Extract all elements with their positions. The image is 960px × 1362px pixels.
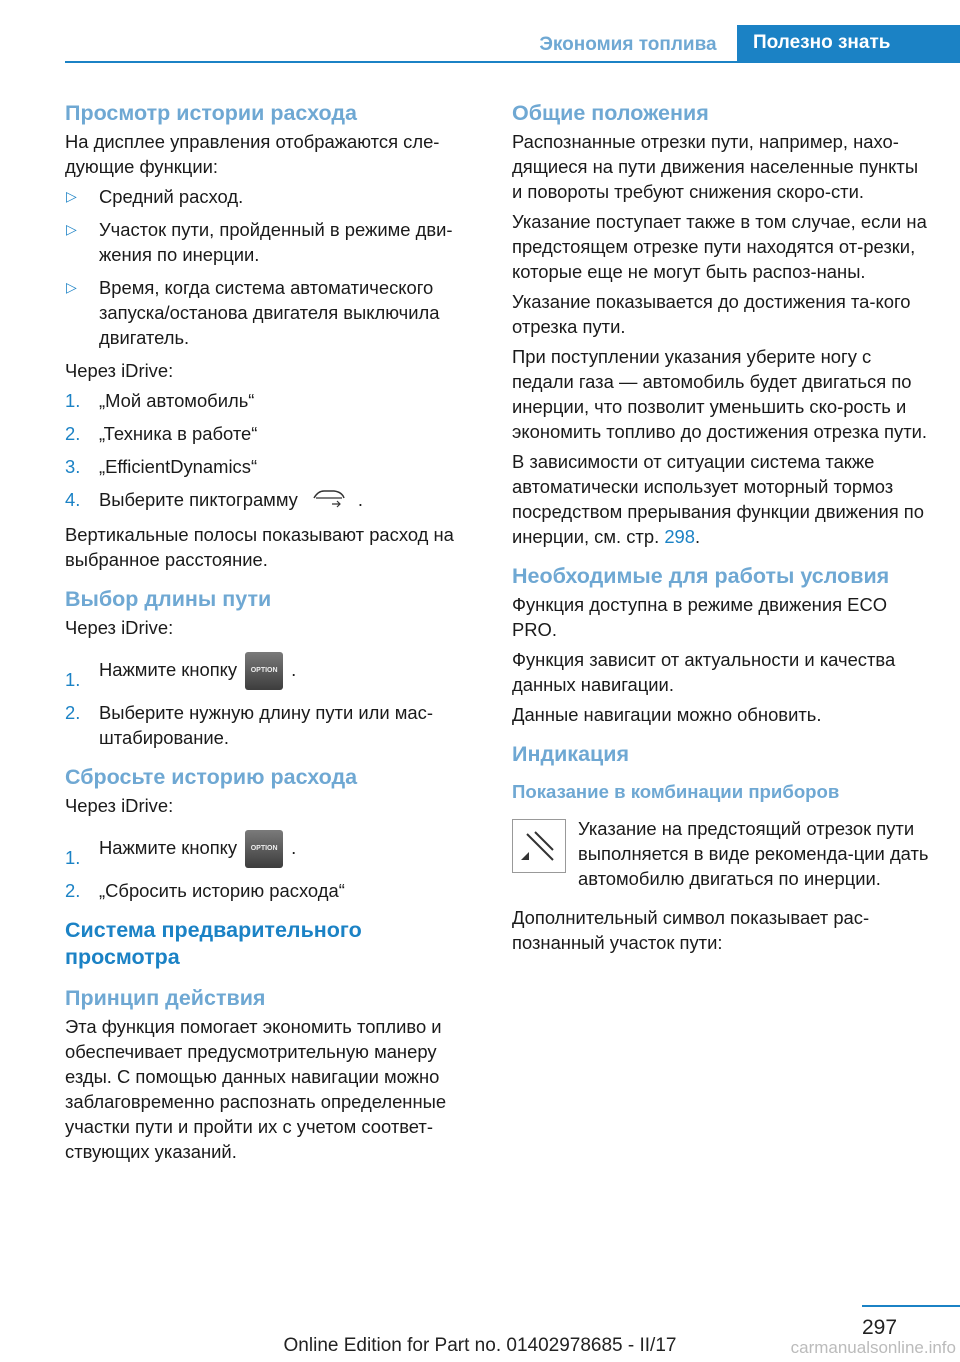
heading-cluster: Показание в комбинации приборов [512, 781, 840, 802]
via-idrive-label: Через iDrive: [65, 617, 174, 639]
footer-rule [862, 1305, 960, 1307]
indication-block [512, 816, 932, 891]
via-idrive-label: Через iDrive: [65, 360, 174, 381]
coasting-hint-icon [512, 819, 566, 873]
paragraph-principle: Эта функция помогает экономить топливо и обеспечивает предусмотрительную манеру езды. С помощью данных навигации можно заблаговременно распознать определенные участки пути и пройти их с учетом соответ‐ствующих указаний. [65, 1016, 447, 1163]
heading-indication: Индикация [512, 742, 630, 766]
section-tab: Экономия топлива [539, 34, 717, 55]
triangle-bullet-icon: ▷ [66, 279, 77, 295]
heading-general: Общие положения [512, 101, 709, 125]
left-column [65, 100, 477, 1169]
option-button-icon: OPTION [245, 830, 283, 868]
page-number: 297 [862, 1316, 898, 1339]
length-steps-list [65, 648, 477, 750]
bullet-list [65, 184, 477, 350]
paragraph-bars: Вертикальные полосы показывают расход на выбранное расстояние. [65, 524, 454, 571]
paragraph-general-5: В зависимости от ситуации система также автоматически использует моторный тормоз посредством прерывания функции движения по инерции, см. стр. 298. [512, 451, 924, 547]
reset-steps-list [65, 826, 477, 903]
paragraph-general-3: Указание показывается до достижения та‐кого отрезка пути. [512, 291, 911, 337]
option-button-icon: OPTION [245, 652, 283, 690]
heading-preview-system: Система предварительного просмотра [65, 918, 362, 970]
paragraph-general-1: Распознанные отрезки пути, например, нахо‐дящиеся на пути движения населенные пункты и повороты требуют снижения скоро‐сти. [512, 131, 919, 202]
list-item: 2. Выберите нужную длину пути или мас‐штабирование. [65, 702, 433, 749]
list-item: 2. „Сбросить историю расхода“ [65, 880, 345, 902]
list-item: 1. „Мой автомобиль“ [65, 390, 255, 411]
paragraph-indication: Указание на предстоящий отрезок пути выполняется в виде рекоменда‐ции дать автомобилю двигаться по инерции. [578, 818, 929, 889]
heading-history: Просмотр истории расхода [65, 101, 357, 125]
heading-principle: Принцип действия [65, 986, 266, 1011]
triangle-bullet-icon: ▷ [66, 188, 77, 204]
active-section-tab: Полезно знать [737, 25, 960, 61]
footer-edition: Online Edition for Part no. 01402978685 - II/17 [283, 1335, 677, 1356]
heading-length: Выбор длины пути [65, 587, 272, 612]
paragraph-condition-2: Функция зависит от актуальности и качества данных навигации. [512, 649, 896, 695]
heading-conditions: Необходимые для работы условия [512, 564, 890, 588]
page-link-298[interactable]: 298 [664, 526, 696, 547]
heading-reset: Сбросьте историю расхода [65, 765, 358, 790]
list-item: 3. „EfficientDynamics“ [65, 456, 258, 477]
paragraph-display: На дисплее управления отображаются сле‐дующие функции: [65, 131, 440, 177]
paragraph-condition-3: Данные навигации можно обновить. [512, 704, 822, 725]
list-item: 1. Нажмите кнопку OPTION . [65, 648, 477, 692]
list-item: 2. „Техника в работе“ [65, 423, 258, 444]
steps-list [65, 388, 477, 514]
coasting-pictogram-icon [312, 488, 346, 514]
list-item: ▷ Средний расход. [66, 186, 244, 207]
paragraph-extra-symbol: Дополнительный символ показывает рас‐познанный участок пути: [512, 907, 870, 953]
triangle-bullet-icon: ▷ [66, 221, 77, 237]
list-item: 4. Выберите пиктограмму . [65, 487, 477, 514]
paragraph-general-2: Указание поступает также в том случае, если на предстоящем отрезке пути находятся от‐резки, которые еще не могут быть распоз‐наны. [512, 211, 927, 282]
via-idrive-label: Через iDrive: [65, 795, 174, 817]
paragraph-condition-1: Функция доступна в режиме движения ECO PRO. [512, 594, 888, 640]
list-item: ▷ Время, когда система автоматического запуска/останова двигателя выключила двигатель. [66, 277, 440, 348]
header-rule [65, 61, 960, 63]
right-column [512, 100, 932, 960]
paragraph-general-4: При поступлении указания уберите ногу с педали газа — автомобиль будет двигаться по инерции, что позволит уменьшить ско‐рость и экономить топливо до достижения отрезка пути. [512, 346, 928, 442]
list-item: ▷ Участок пути, пройденный в режиме дви‐жения по инерции. [66, 219, 453, 265]
list-item: 1. Нажмите кнопку OPTION . [65, 826, 477, 870]
watermark: carmanualsonline.info [790, 1338, 956, 1357]
